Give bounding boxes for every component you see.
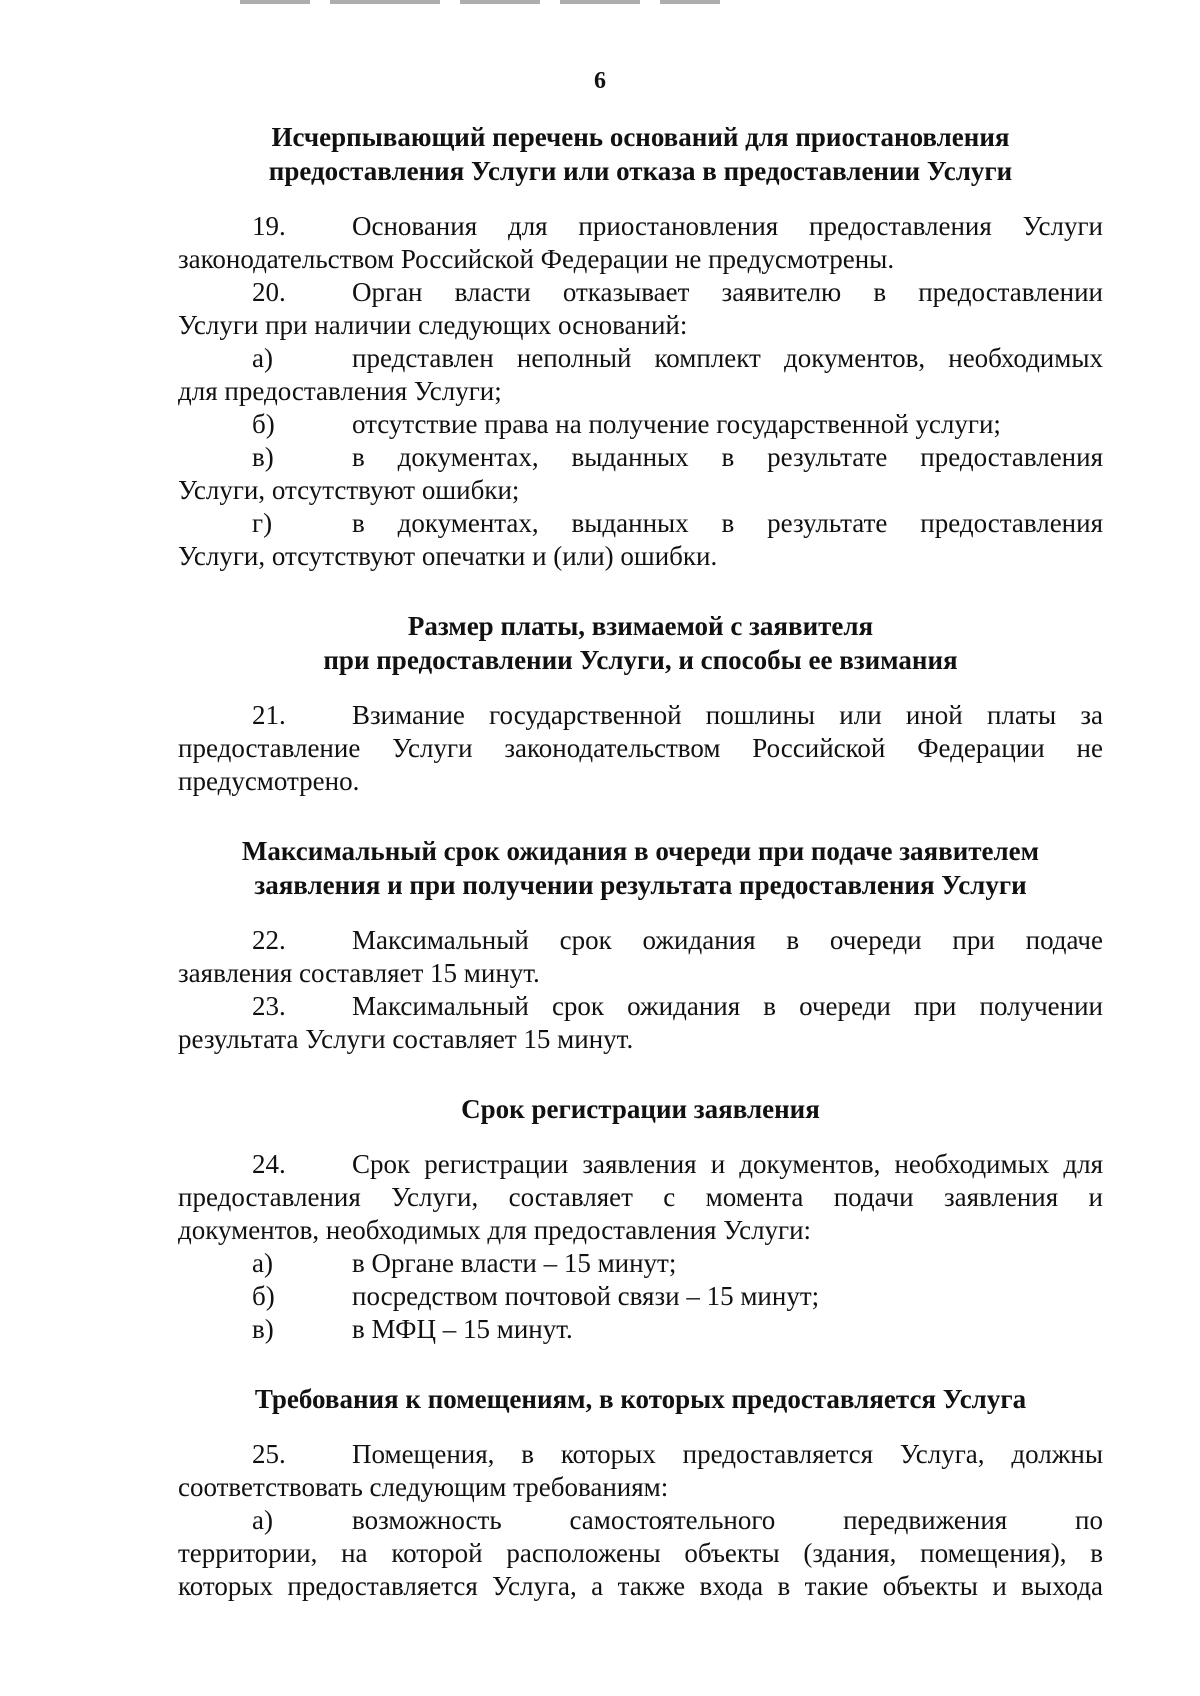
- heading-line: при предоставлении Услуги, и способы ее взимания: [323, 645, 958, 675]
- list-item-text: в документах, выданных в результате предоставления: [352, 442, 1103, 472]
- paragraph-21-line2: предоставление Услуги законодательством Российской Федерации не: [178, 733, 1103, 763]
- list-item: [178, 1280, 1103, 1313]
- list-item-text: отсутствие права на получение государственной услуги;: [352, 409, 1001, 439]
- paragraph-23-line1: [178, 990, 1103, 1023]
- list-item-continuation: Услуги, отсутствуют опечатки и (или) ошибки.: [178, 541, 718, 571]
- list-item-continuation: для предоставления Услуги;: [178, 376, 502, 406]
- paragraph-number: 20.: [252, 277, 286, 307]
- heading-line: заявления и при получении результата предоставления Услуги: [254, 870, 1027, 900]
- paragraph-number: 21.: [252, 700, 286, 730]
- page-number: 6: [594, 68, 606, 94]
- paragraph-number: 25.: [252, 1439, 286, 1469]
- paragraph-number: 19.: [252, 211, 286, 241]
- paragraph-text: Взимание государственной пошлины или иной платы за: [352, 700, 1103, 730]
- section-heading-refusal-grounds: [178, 120, 1103, 188]
- list-item: [178, 1247, 1103, 1280]
- list-item: [178, 1313, 1103, 1346]
- paragraph-24-line2: предоставления Услуги, составляет с момента подачи заявления и: [178, 1182, 1103, 1212]
- list-item-text: возможность самостоятельного передвижения по: [352, 1505, 1103, 1535]
- paragraph-19-line1: [178, 210, 1103, 243]
- document-body: [178, 120, 1103, 1603]
- list-item-text: в документах, выданных в результате предоставления: [352, 508, 1103, 538]
- list-marker: г): [252, 508, 273, 538]
- paragraph-25-rest: соответствовать следующим требованиям:: [178, 1472, 669, 1502]
- paragraph-text: Срок регистрации заявления и документов, необходимых для: [352, 1149, 1103, 1179]
- paragraph-20-line1: [178, 276, 1103, 309]
- list-marker: б): [252, 409, 275, 439]
- paragraph-22-line1: [178, 924, 1103, 957]
- section-heading-premises-requirements: [178, 1382, 1103, 1416]
- section-heading-queue-time: [178, 834, 1103, 902]
- list-marker: а): [252, 1505, 273, 1535]
- section-heading-registration-time: [178, 1092, 1103, 1126]
- paragraph-24-rest: документов, необходимых для предоставления Услуги:: [178, 1215, 812, 1245]
- paragraph-24-line1: [178, 1148, 1103, 1181]
- paragraph-text: Помещения, в которых предоставляется Услуга, должны: [352, 1439, 1103, 1469]
- scan-artifact-top: [240, 0, 720, 4]
- paragraph-text: Максимальный срок ожидания в очереди при подаче: [352, 925, 1103, 955]
- list-item-continuation: которых предоставляется Услуга, а также входа в такие объекты и выхода: [178, 1571, 1103, 1601]
- list-marker: б): [252, 1281, 275, 1311]
- list-item: [178, 408, 1103, 441]
- list-item: [178, 441, 1103, 474]
- paragraph-22-rest: заявления составляет 15 минут.: [178, 958, 540, 988]
- list-item: [178, 342, 1103, 375]
- paragraph-21-line1: [178, 699, 1103, 732]
- paragraph-23-rest: результата Услуги составляет 15 минут.: [178, 1024, 634, 1054]
- list-item: [178, 1504, 1103, 1537]
- heading-line: Максимальный срок ожидания в очереди при подаче заявителем: [241, 836, 1040, 866]
- section-heading-fee: [178, 609, 1103, 677]
- paragraph-number: 23.: [252, 991, 286, 1021]
- heading-line: Исчерпывающий перечень оснований для приостановления: [271, 122, 1010, 152]
- list-item-text: представлен неполный комплект документов, необходимых: [352, 343, 1103, 373]
- heading-line: Требования к помещениям, в которых предоставляется Услуга: [254, 1384, 1027, 1414]
- paragraph-19-rest: законодательством Российской Федерации не предусмотрены.: [178, 244, 895, 274]
- paragraph-text: Максимальный срок ожидания в очереди при получении: [352, 991, 1103, 1021]
- paragraph-number: 22.: [252, 925, 286, 955]
- paragraph-text: Орган власти отказывает заявителю в предоставлении: [352, 277, 1103, 307]
- paragraph-number: 24.: [252, 1149, 286, 1179]
- list-item-text: в Органе власти – 15 минут;: [352, 1248, 677, 1278]
- list-item-text: в МФЦ – 15 минут.: [352, 1314, 573, 1344]
- heading-line: предоставления Услуги или отказа в предоставлении Услуги: [268, 156, 1013, 186]
- paragraph-21-rest: предусмотрено.: [178, 766, 360, 796]
- list-marker: а): [252, 1248, 273, 1278]
- list-item-continuation: Услуги, отсутствуют ошибки;: [178, 475, 520, 505]
- paragraph-text: Основания для приостановления предоставления Услуги: [352, 211, 1103, 241]
- list-marker: в): [252, 442, 274, 472]
- paragraph-20-rest: Услуги при наличии следующих оснований:: [178, 310, 688, 340]
- list-marker: а): [252, 343, 273, 373]
- list-item-text: посредством почтовой связи – 15 минут;: [352, 1281, 820, 1311]
- heading-line: Срок регистрации заявления: [461, 1094, 820, 1124]
- list-item: [178, 507, 1103, 540]
- paragraph-25-line1: [178, 1438, 1103, 1471]
- heading-line: Размер платы, взимаемой с заявителя: [407, 611, 874, 641]
- list-item-continuation: территории, на которой расположены объекты (здания, помещения), в: [178, 1538, 1103, 1568]
- list-marker: в): [252, 1314, 274, 1344]
